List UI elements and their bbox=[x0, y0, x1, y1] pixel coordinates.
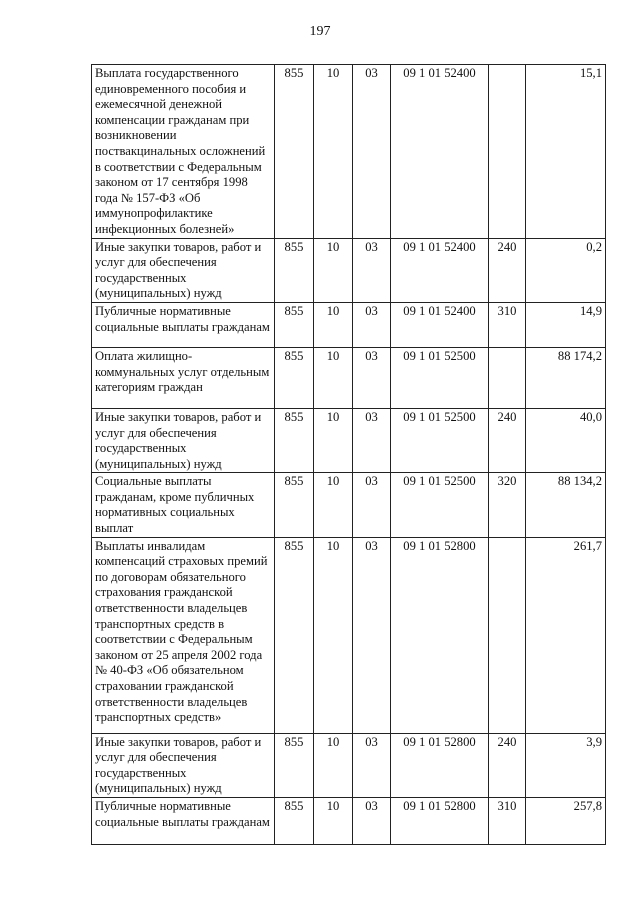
row-csr: 09 1 01 52500 bbox=[391, 408, 489, 472]
row-vr: 310 bbox=[489, 302, 526, 347]
row-csr: 09 1 01 52400 bbox=[391, 302, 489, 347]
row-vr: 310 bbox=[489, 798, 526, 845]
table-row bbox=[92, 238, 606, 302]
row-vr: 240 bbox=[489, 408, 526, 472]
row-csr: 09 1 01 52800 bbox=[391, 733, 489, 797]
row-amount: 261,7 bbox=[526, 537, 606, 733]
row-name: Иные закупки товаров, работ и услуг для обеспечения государственных (муниципальных) нужд bbox=[92, 408, 275, 472]
row-name: Иные закупки товаров, работ и услуг для обеспечения государственных (муниципальных) нужд bbox=[92, 238, 275, 302]
table-row bbox=[92, 65, 606, 239]
row-name: Оплата жилищно-коммунальных услуг отдельным категориям граждан bbox=[92, 347, 275, 408]
row-rz: 10 bbox=[314, 238, 353, 302]
row-pr: 03 bbox=[353, 537, 391, 733]
row-csr: 09 1 01 52500 bbox=[391, 347, 489, 408]
row-amount: 88 134,2 bbox=[526, 473, 606, 537]
row-grbs: 855 bbox=[275, 65, 314, 239]
row-pr: 03 bbox=[353, 733, 391, 797]
row-name: Иные закупки товаров, работ и услуг для обеспечения государственных (муниципальных) нужд bbox=[92, 733, 275, 797]
row-grbs: 855 bbox=[275, 347, 314, 408]
row-grbs: 855 bbox=[275, 798, 314, 845]
table-row bbox=[92, 302, 606, 347]
row-amount: 0,2 bbox=[526, 238, 606, 302]
row-rz: 10 bbox=[314, 798, 353, 845]
row-csr: 09 1 01 52400 bbox=[391, 238, 489, 302]
row-vr: 320 bbox=[489, 473, 526, 537]
row-amount: 14,9 bbox=[526, 302, 606, 347]
row-csr: 09 1 01 52400 bbox=[391, 65, 489, 239]
row-pr: 03 bbox=[353, 238, 391, 302]
row-grbs: 855 bbox=[275, 238, 314, 302]
row-vr bbox=[489, 65, 526, 239]
row-vr: 240 bbox=[489, 238, 526, 302]
row-rz: 10 bbox=[314, 408, 353, 472]
row-grbs: 855 bbox=[275, 408, 314, 472]
row-pr: 03 bbox=[353, 473, 391, 537]
row-pr: 03 bbox=[353, 65, 391, 239]
row-name: Выплаты инвалидам компенсаций страховых премий по договорам обязательного страхования гражданской ответственности владельцев транспортных средств в соответствии с Федеральным законом от 25 апреля 2002 года № 40-ФЗ «Об обязательном страховании гражданской ответственности владельцев транспортных средств» bbox=[92, 537, 275, 733]
row-grbs: 855 bbox=[275, 302, 314, 347]
row-rz: 10 bbox=[314, 733, 353, 797]
row-csr: 09 1 01 52500 bbox=[391, 473, 489, 537]
budget-table bbox=[91, 64, 606, 845]
row-amount: 3,9 bbox=[526, 733, 606, 797]
table-row bbox=[92, 798, 606, 845]
row-rz: 10 bbox=[314, 473, 353, 537]
row-grbs: 855 bbox=[275, 733, 314, 797]
row-rz: 10 bbox=[314, 302, 353, 347]
table-row bbox=[92, 733, 606, 797]
row-rz: 10 bbox=[314, 347, 353, 408]
row-name: Социальные выплаты гражданам, кроме публичных нормативных социальных выплат bbox=[92, 473, 275, 537]
row-pr: 03 bbox=[353, 302, 391, 347]
row-csr: 09 1 01 52800 bbox=[391, 537, 489, 733]
row-grbs: 855 bbox=[275, 473, 314, 537]
row-amount: 40,0 bbox=[526, 408, 606, 472]
row-amount: 257,8 bbox=[526, 798, 606, 845]
page-number: 197 bbox=[309, 24, 331, 39]
table-row bbox=[92, 347, 606, 408]
row-vr bbox=[489, 537, 526, 733]
row-vr bbox=[489, 347, 526, 408]
row-name: Публичные нормативные социальные выплаты гражданам bbox=[92, 302, 275, 347]
row-amount: 15,1 bbox=[526, 65, 606, 239]
table-row bbox=[92, 537, 606, 733]
row-pr: 03 bbox=[353, 347, 391, 408]
row-name: Выплата государственного единовременного пособия и ежемесячной денежной компенсации гражданам при возникновении поствакцинальных осложнений в соответствии с Федеральным законом от 17 сентября 1998 года № 157-ФЗ «Об иммунопрофилактике инфекционных болезней» bbox=[92, 65, 275, 239]
row-csr: 09 1 01 52800 bbox=[391, 798, 489, 845]
row-pr: 03 bbox=[353, 798, 391, 845]
table-row bbox=[92, 473, 606, 537]
row-amount: 88 174,2 bbox=[526, 347, 606, 408]
table-row bbox=[92, 408, 606, 472]
row-pr: 03 bbox=[353, 408, 391, 472]
row-rz: 10 bbox=[314, 65, 353, 239]
row-rz: 10 bbox=[314, 537, 353, 733]
row-vr: 240 bbox=[489, 733, 526, 797]
row-name: Публичные нормативные социальные выплаты гражданам bbox=[92, 798, 275, 845]
row-grbs: 855 bbox=[275, 537, 314, 733]
